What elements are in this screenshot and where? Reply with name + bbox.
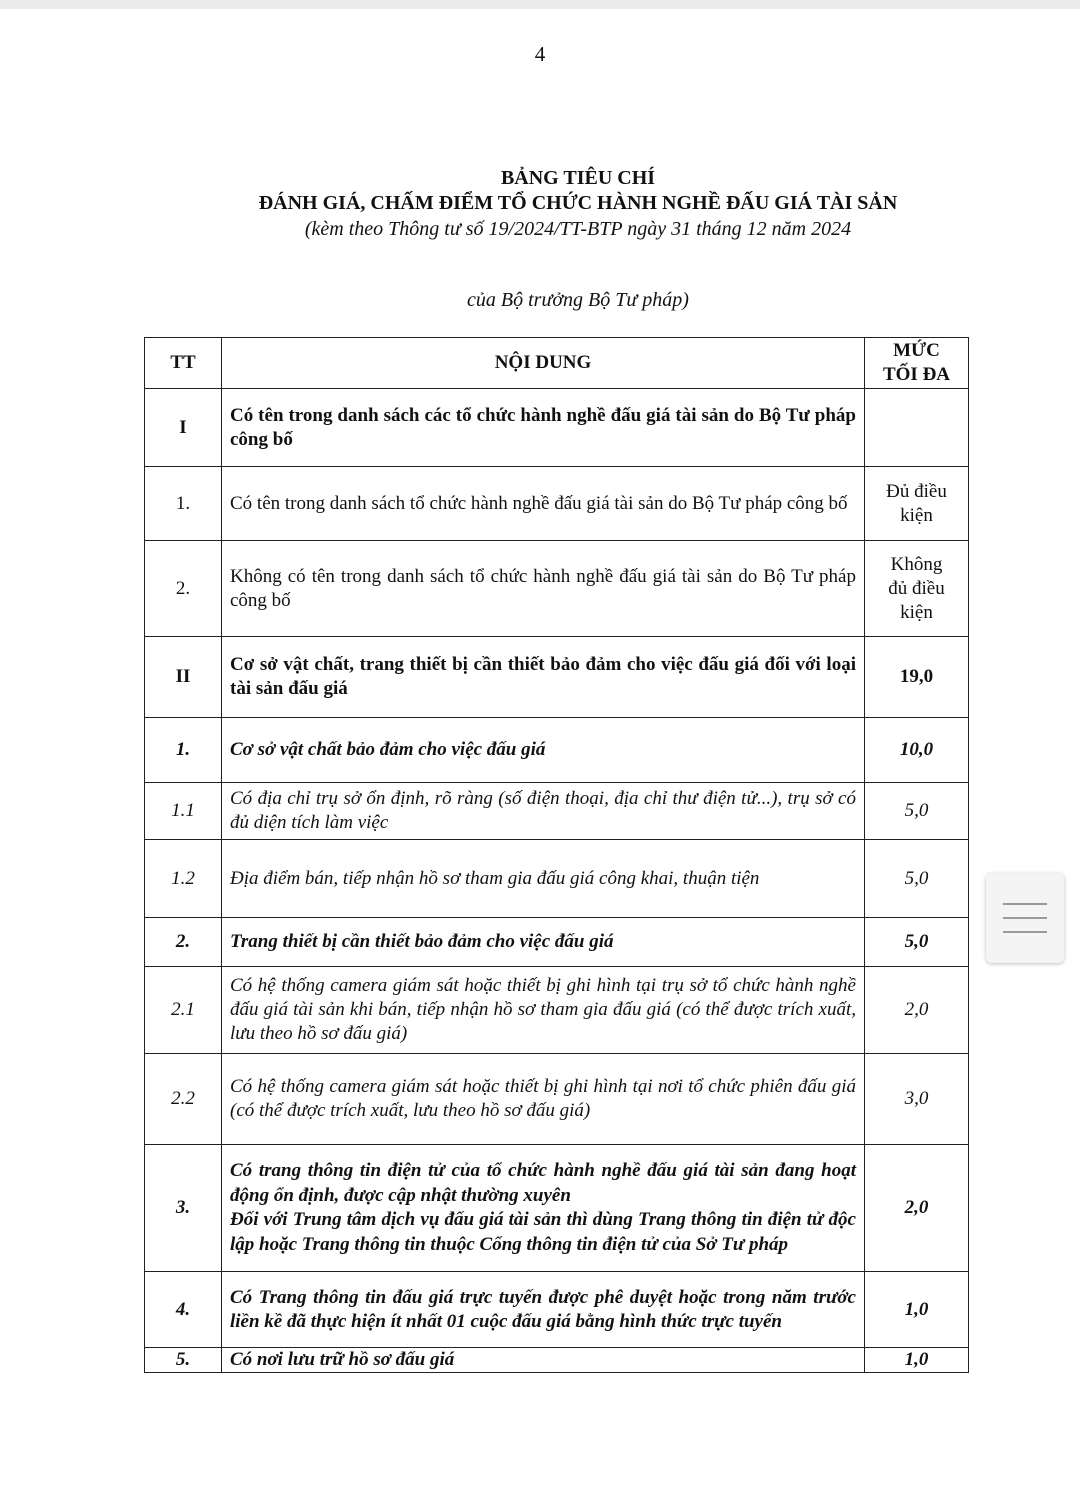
row-content: Có hệ thống camera giám sát hoặc thiết bị ghi hình tại nơi tổ chức phiên đấu giá (có thể được trích xuất, lưu theo hồ sơ đấu giá) xyxy=(222,1054,865,1145)
table-row xyxy=(145,541,969,637)
header-tt: TT xyxy=(145,338,222,389)
row-tt: 3. xyxy=(145,1145,222,1272)
row-content-line2: Đối với Trung tâm dịch vụ đấu giá tài sản thì dùng Trang thông tin điện tử độc lập hoặc Trang thông tin thuộc Cổng thông tin điện tử của Sở Tư pháp xyxy=(230,1209,856,1255)
row-value: 5,0 xyxy=(865,840,969,918)
row-tt: 1.1 xyxy=(145,783,222,840)
row-value: 2,0 xyxy=(865,1145,969,1272)
row-content: Có địa chỉ trụ sở ổn định, rõ ràng (số điện thoại, địa chỉ thư điện tử...), trụ sở có đủ diện tích làm việc xyxy=(222,783,865,840)
row-content: Có tên trong danh sách các tổ chức hành nghề đấu giá tài sản do Bộ Tư pháp công bố xyxy=(222,389,865,467)
row-content: Có tên trong danh sách tổ chức hành nghề đấu giá tài sản do Bộ Tư pháp công bố xyxy=(222,467,865,541)
table-row xyxy=(145,840,969,918)
criteria-table xyxy=(144,337,969,1373)
row-content: Địa điểm bán, tiếp nhận hồ sơ tham gia đấu giá công khai, thuận tiện xyxy=(222,840,865,918)
row-tt: 2. xyxy=(145,918,222,967)
row-value: 5,0 xyxy=(865,918,969,967)
row-value: Không đủ điều kiện xyxy=(865,541,969,637)
row-value: 1,0 xyxy=(865,1348,969,1373)
table-row xyxy=(145,783,969,840)
row-content: Cơ sở vật chất, trang thiết bị cần thiết bảo đảm cho việc đấu giá đối với loại tài sản đấu giá xyxy=(222,637,865,718)
row-value: 10,0 xyxy=(865,718,969,783)
row-value xyxy=(865,389,969,467)
row-value: 3,0 xyxy=(865,1054,969,1145)
table-row xyxy=(145,1272,969,1348)
row-tt: 5. xyxy=(145,1348,222,1373)
row-value: 5,0 xyxy=(865,783,969,840)
row-content: Trang thiết bị cần thiết bảo đảm cho việc đấu giá xyxy=(222,918,865,967)
table-row xyxy=(145,718,969,783)
row-tt: 1. xyxy=(145,718,222,783)
table-row xyxy=(145,918,969,967)
document-subtitle: ĐÁNH GIÁ, CHẤM ĐIỂM TỔ CHỨC HÀNH NGHỀ ĐẤU GIÁ TÀI SẢN xyxy=(258,192,898,214)
table-row xyxy=(145,967,969,1054)
row-content: Có Trang thông tin đấu giá trực tuyến được phê duyệt hoặc trong năm trước liền kề đã thực hiện ít nhất 01 cuộc đấu giá bằng hình thức trực tuyến xyxy=(222,1272,865,1348)
row-content-line1: Có trang thông tin điện tử của tổ chức hành nghề đấu giá tài sản đang hoạt động ổn định, được cập nhật thường xuyên xyxy=(230,1160,856,1206)
row-tt: I xyxy=(145,389,222,467)
viewer-top-bar xyxy=(0,0,1080,9)
table-row xyxy=(145,637,969,718)
page-number: 4 xyxy=(534,42,546,66)
row-content xyxy=(222,1145,865,1272)
table-row xyxy=(145,1145,969,1272)
table-row xyxy=(145,1348,969,1373)
document-title: BẢNG TIÊU CHÍ xyxy=(500,167,656,189)
row-value: 2,0 xyxy=(865,967,969,1054)
row-value: 1,0 xyxy=(865,1272,969,1348)
header-content: NỘI DUNG xyxy=(222,338,865,389)
table-header-row xyxy=(145,338,969,389)
row-tt: 2. xyxy=(145,541,222,637)
table-row xyxy=(145,1054,969,1145)
row-tt: 2.2 xyxy=(145,1054,222,1145)
table-row xyxy=(145,467,969,541)
row-tt: II xyxy=(145,637,222,718)
hamburger-menu-button[interactable] xyxy=(986,873,1064,963)
document-reference: (kèm theo Thông tư số 19/2024/TT-BTP ngày 31 tháng 12 năm 2024 xyxy=(304,218,852,240)
row-content: Có hệ thống camera giám sát hoặc thiết bị ghi hình tại trụ sở tổ chức hành nghề đấu giá tài sản khi bán, tiếp nhận hồ sơ tham gia đấu giá (có thể được trích xuất, lưu theo hồ sơ đấu giá) xyxy=(222,967,865,1054)
table-row xyxy=(145,389,969,467)
row-tt: 1.2 xyxy=(145,840,222,918)
row-content: Không có tên trong danh sách tổ chức hành nghề đấu giá tài sản do Bộ Tư pháp công bố xyxy=(222,541,865,637)
row-value: 19,0 xyxy=(865,637,969,718)
row-tt: 4. xyxy=(145,1272,222,1348)
row-tt: 1. xyxy=(145,467,222,541)
header-max-score: MỨC TỐI ĐA xyxy=(865,338,969,389)
row-value: Đủ điều kiện xyxy=(865,467,969,541)
row-content: Cơ sở vật chất bảo đảm cho việc đấu giá xyxy=(222,718,865,783)
row-tt: 2.1 xyxy=(145,967,222,1054)
document-reference-issuer: của Bộ trưởng Bộ Tư pháp) xyxy=(467,289,689,311)
row-content: Có nơi lưu trữ hồ sơ đấu giá xyxy=(222,1348,865,1373)
